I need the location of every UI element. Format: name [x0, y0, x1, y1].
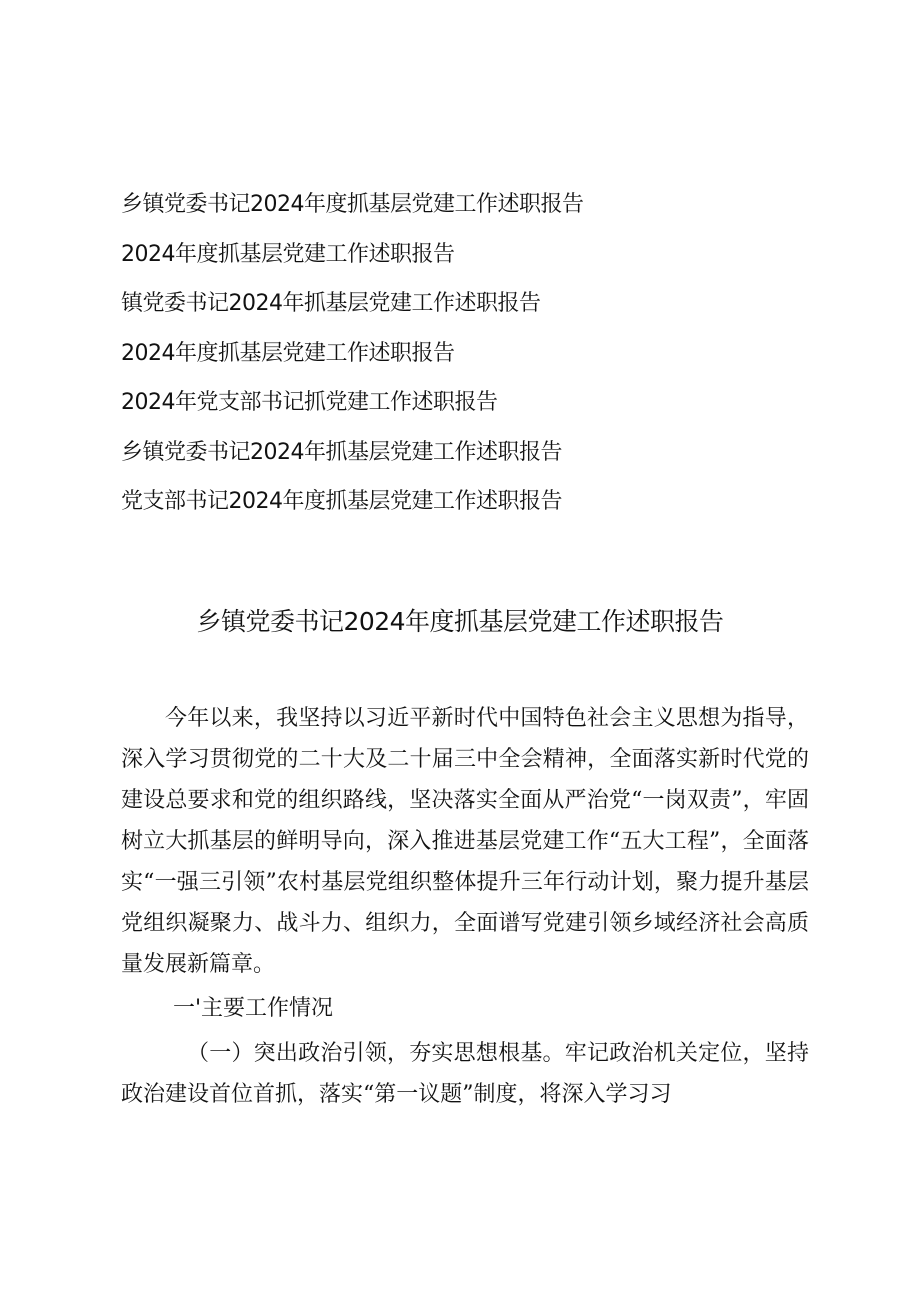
intro-line: 组织力，全面谱写党建引领乡域经济社会高质量发展新篇章。	[121, 911, 809, 977]
intro-line: 今年以来，我坚持以习近平新时代中国特色社会主义思想为	[165, 706, 743, 731]
intro-line: 织整体提升三年行动计划，聚力提升基层党组织凝聚力、战斗力、	[121, 870, 809, 936]
toc-item: 党支部书记2024年度抓基层党建工作述职报告	[121, 489, 562, 514]
toc-item: 乡镇党委书记2024年度抓基层党建工作述职报告	[121, 192, 584, 217]
document-title: 乡镇党委书记2024年度抓基层党建工作述职报告	[196, 607, 724, 636]
section-line: （一）突出政治引领，夯实思想根基。牢记政治机关定位，	[187, 1041, 765, 1066]
toc-item: 镇党委书记2024年抓基层党建工作述职报告	[121, 291, 541, 316]
toc-item: 2024年党支部书记抓党建工作述职报告	[121, 390, 498, 415]
intro-line: 党“一岗双责”，牢固树立大抓基层的鲜明导向，深入推进基层	[121, 788, 809, 854]
intro-line: 党建工作“五大工程”，全面落实“一强三引领”农村基层党组	[121, 829, 809, 895]
section-paragraph	[121, 1033, 809, 1115]
intro-line: 指导，深入学习贯彻党的二十大及二十届三中全会精神，全面落	[121, 706, 809, 772]
toc-item: 2024年度抓基层党建工作述职报告	[121, 340, 455, 366]
document-body	[121, 698, 809, 1115]
table-of-contents	[121, 180, 881, 527]
intro-paragraph	[121, 698, 809, 985]
intro-line: 实新时代党的建设总要求和党的组织路线，坚决落实全面从严治	[121, 747, 809, 813]
section-heading: 一'主要工作情况	[173, 996, 334, 1021]
section-line: 坚持政治建设首位首抓，落实“第一议题”制度，将深入学习习	[121, 1041, 809, 1107]
toc-item: 2024年度抓基层党建工作述职报告	[121, 241, 455, 267]
toc-item: 乡镇党委书记2024年抓基层党建工作述职报告	[121, 439, 562, 465]
